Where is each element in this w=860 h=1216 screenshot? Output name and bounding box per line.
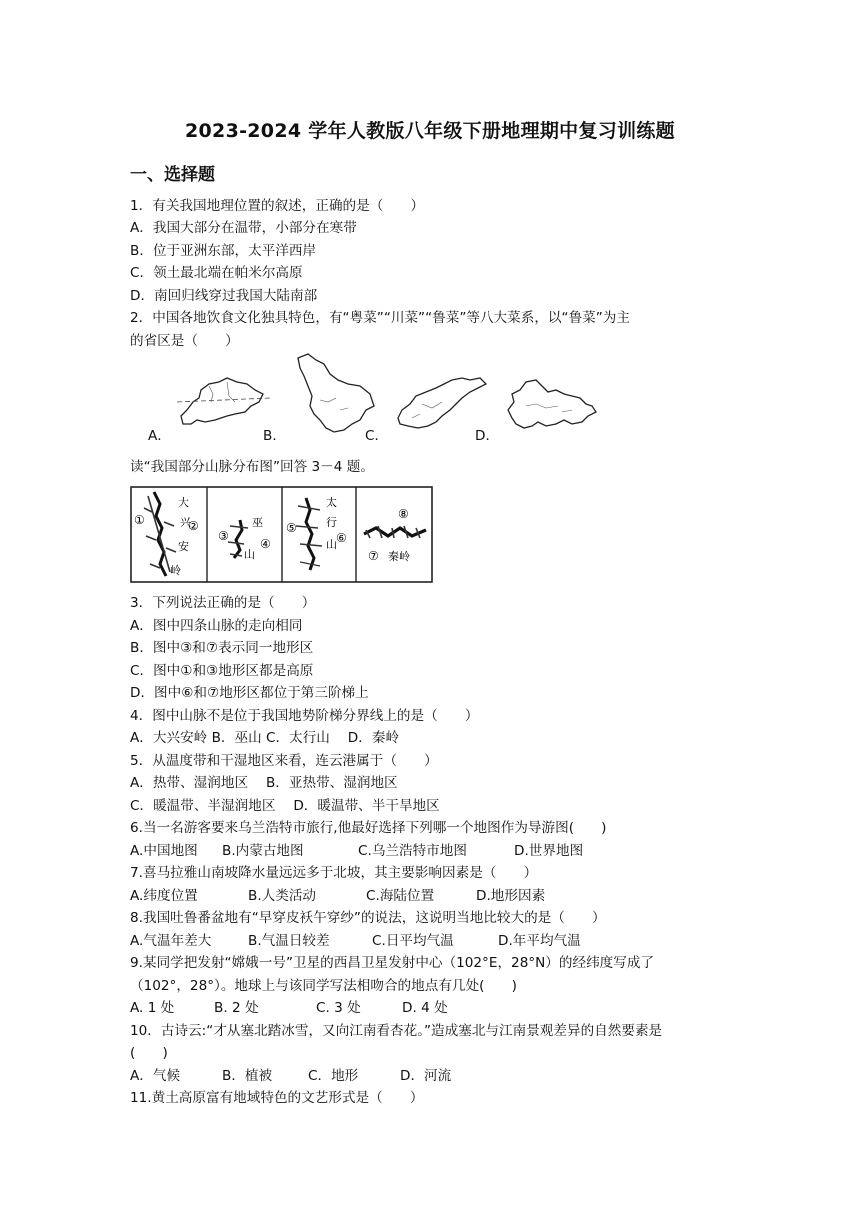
q8-option-d: D.年平均气温 — [498, 933, 581, 949]
mountain-figure-svg — [130, 486, 433, 583]
panel2-marker-4: ④ — [260, 537, 271, 551]
province-outline-a — [175, 372, 270, 432]
q7-option-b: B.人类活动 — [248, 888, 317, 904]
q7-options — [130, 887, 545, 905]
q8-option-b: B.气温日较差 — [248, 933, 330, 949]
panel1-char-4: 岭 — [170, 564, 181, 577]
panel1-marker-1: ① — [134, 513, 145, 527]
q10-option-b: B．植被 — [222, 1068, 273, 1084]
q9-option-d: D. 4 处 — [402, 1000, 448, 1016]
panel1-marker-2: ② — [188, 519, 199, 533]
province-label-a: A． — [148, 428, 171, 444]
panel3-marker-6: ⑥ — [336, 531, 347, 545]
panel3-marker-5: ⑤ — [286, 521, 297, 535]
panel1-char-1: 大 — [178, 496, 189, 509]
q1-option-a: A．我国大部分在温带，小部分在寒带 — [130, 220, 357, 236]
q10-option-c: C．地形 — [308, 1068, 359, 1084]
panel2-char-2: 山 — [244, 548, 255, 561]
q7-option-a: A.纬度位置 — [130, 888, 198, 904]
province-label-c: C． — [365, 428, 389, 444]
panel3-char-2: 行 — [326, 516, 337, 529]
q6-option-a: A.中国地图 — [130, 843, 198, 859]
province-outline-options — [130, 348, 750, 444]
q9-stem-line1: 9.某同学把发射“嫦娥一号”卫星的西昌卫星发射中心（102°E，28°N）的经纬度写成了 — [130, 955, 655, 971]
q1-option-d: D．南回归线穿过我国大陆南部 — [130, 288, 318, 304]
q6-stem: 6.当一名游客要来乌兰浩特市旅行,他最好选择下列哪一个地图作为导游图( ) — [130, 820, 607, 836]
q2-stem-line1: 2．中国各地饮食文化独具特色，有“粤菜”“川菜”“鲁菜”等八大菜系，以“鲁菜”为主 — [130, 310, 630, 326]
province-label-b: B． — [263, 428, 286, 444]
q6-option-d: D.世界地图 — [514, 843, 584, 859]
panel2-marker-3: ③ — [218, 529, 229, 543]
q5-options-cd: C．暖温带、半湿润地区 D．暖温带、半干旱地区 — [130, 798, 440, 814]
q6-option-c: C.乌兰浩特市地图 — [358, 843, 467, 859]
q1-stem: 1．有关我国地理位置的叙述，正确的是（ ） — [130, 198, 425, 214]
province-outline-d — [502, 376, 602, 434]
q7-stem: 7.喜马拉雅山南坡降水量远远多于北坡，其主要影响因素是（ ） — [130, 865, 538, 881]
q3-option-b: B．图中③和⑦表示同一地形区 — [130, 640, 314, 656]
q8-stem: 8.我国吐鲁番盆地有“早穿皮袄午穿纱”的说法，这说明当地比较大的是（ ） — [130, 910, 606, 926]
q8-options — [130, 932, 581, 950]
q3-stem: 3．下列说法正确的是（ ） — [130, 595, 316, 611]
q10-options — [130, 1067, 451, 1085]
q3-option-c: C．图中①和③地形区都是高原 — [130, 663, 314, 679]
q3-option-a: A．图中四条山脉的走向相同 — [130, 618, 303, 634]
section-title: 一、选择题 — [130, 165, 215, 185]
q9-options — [130, 999, 448, 1017]
q1-option-c: C．领土最北端在帕米尔高原 — [130, 265, 303, 281]
province-label-d: D． — [475, 428, 500, 444]
page-title: 2023-2024 学年人教版八年级下册地理期中复习训练题 — [185, 120, 675, 142]
q7-option-d: D.地形因素 — [476, 888, 546, 904]
mountain-distribution-figure — [130, 486, 433, 583]
q3-option-d: D．图中⑥和⑦地形区都位于第三阶梯上 — [130, 685, 369, 701]
q9-option-b: B. 2 处 — [214, 1000, 259, 1016]
q4-stem: 4．图中山脉不是位于我国地势阶梯分界线上的是（ ） — [130, 708, 479, 724]
panel1-char-2: 兴 — [180, 516, 191, 529]
panel2-char-1: 巫 — [252, 516, 263, 529]
q10-stem-line2: ( ) — [130, 1045, 168, 1061]
panel4-marker-7: ⑦ — [368, 549, 379, 563]
q8-option-a: A.气温年差大 — [130, 933, 212, 949]
q4-options: A．大兴安岭 B．巫山 C．太行山 D．秦岭 — [130, 730, 400, 746]
panel4-marker-8: ⑧ — [398, 507, 409, 521]
panel4-char-1: 秦岭 — [388, 550, 410, 563]
q5-options-ab: A．热带、湿润地区 B．亚热带、湿润地区 — [130, 775, 398, 791]
q5-stem: 5．从温度带和干湿地区来看，连云港属于（ ） — [130, 753, 438, 769]
q2-stem-line2: 的省区是（ ） — [130, 333, 239, 349]
figure-intro: 读“我国部分山脉分布图”回答 3－4 题。 — [130, 459, 374, 475]
q6-options — [130, 842, 583, 860]
panel3-char-1: 太 — [326, 496, 337, 509]
q8-option-c: C.日平均气温 — [372, 933, 454, 949]
q7-option-c: C.海陆位置 — [366, 888, 435, 904]
q10-stem-line1: 10．古诗云:“才从塞北踏冰雪，又向江南看杏花。”造成塞北与江南景观差异的自然要素是 — [130, 1023, 663, 1039]
province-outline-b — [290, 350, 380, 434]
q9-stem-line2: （102°，28°）。地球上与该同学写法相吻合的地点有几处( ) — [130, 978, 517, 994]
q6-option-b: B.内蒙古地图 — [222, 843, 304, 859]
q9-option-c: C. 3 处 — [316, 1000, 361, 1016]
q10-option-a: A．气候 — [130, 1068, 181, 1084]
q10-option-d: D．河流 — [400, 1068, 452, 1084]
panel3-char-3: 山 — [326, 538, 337, 551]
q1-option-b: B．位于亚洲东部，太平洋西岸 — [130, 243, 317, 259]
panel1-char-3: 安 — [178, 540, 189, 553]
q9-option-a: A. 1 处 — [130, 1000, 175, 1016]
q11-stem: 11.黄土高原富有地域特色的文艺形式是（ ） — [130, 1090, 424, 1106]
